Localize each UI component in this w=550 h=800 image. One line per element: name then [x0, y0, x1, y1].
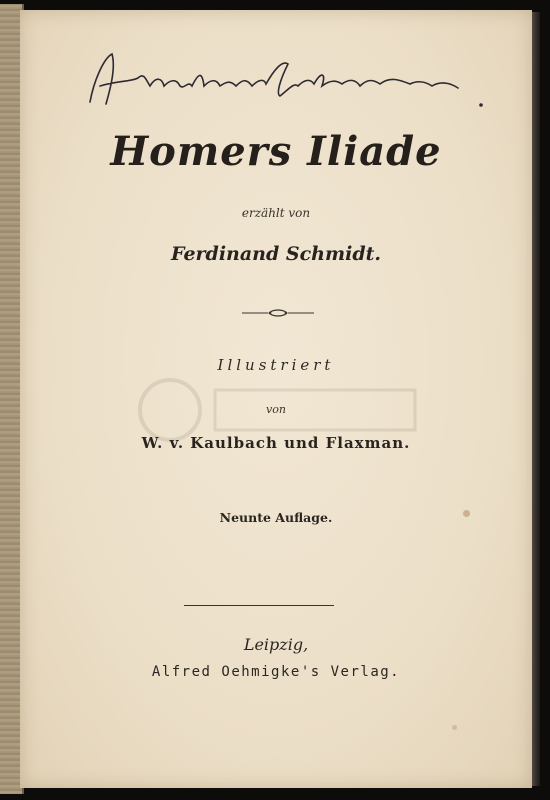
illustrated-label: Illustriert: [217, 356, 335, 374]
foxing-spot: [463, 510, 470, 517]
edition: Neunte Auflage.: [219, 510, 333, 525]
foxing-spot: [452, 725, 457, 730]
von-label: von: [266, 403, 286, 416]
ornament-divider-icon: [238, 305, 318, 321]
horizontal-rule: [184, 605, 334, 606]
handwritten-signature: [60, 50, 500, 120]
illustrators: W. v. Kaulbach und Flaxman.: [141, 434, 411, 452]
publication-place: Leipzig,: [243, 635, 309, 654]
author-name: Ferdinand Schmidt.: [171, 243, 381, 265]
book-title: Homers Iliade: [110, 128, 442, 175]
title-page: [20, 10, 532, 788]
byline: erzählt von: [241, 206, 311, 220]
publisher: Alfred Oehmigke's Verlag.: [151, 664, 401, 680]
